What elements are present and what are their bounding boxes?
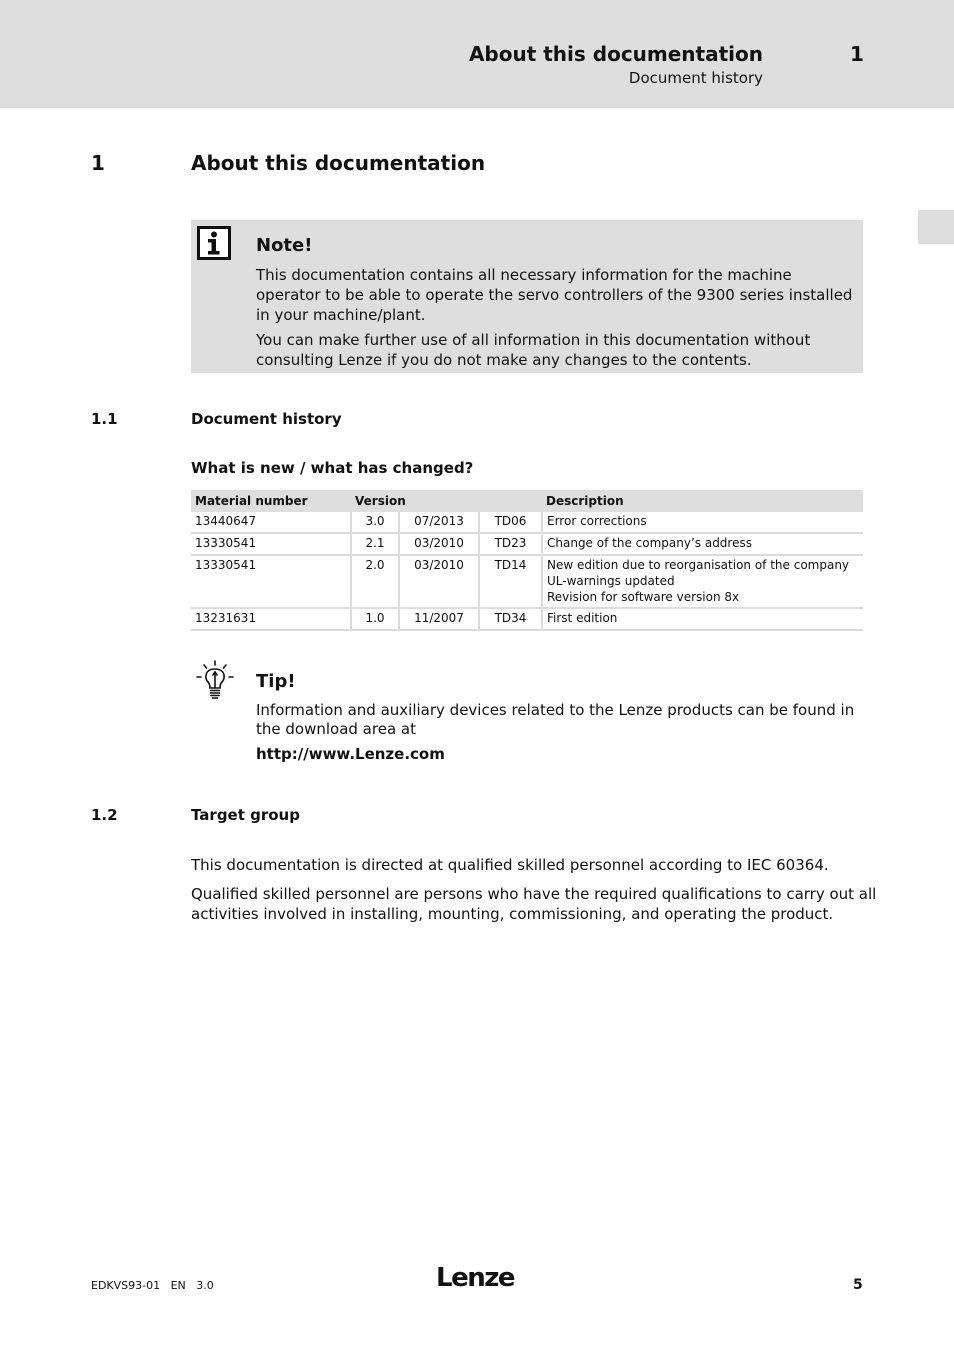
- document-code: EDKVS93-01 EN 3.0: [91, 1279, 214, 1292]
- description-line: Revision for software version 8x: [547, 590, 740, 604]
- target-group-paragraph-1: This documentation is directed at qualified skilled personnel according to IEC 60364.: [191, 856, 829, 874]
- table-row: [191, 512, 863, 533]
- cell-date: 07/2013: [399, 512, 479, 533]
- header-description: Description: [542, 490, 863, 512]
- cell-td: TD14: [479, 555, 542, 608]
- chapter-title: About this documentation: [191, 151, 486, 175]
- running-header-subtitle: Document history: [628, 69, 763, 87]
- cell-material: 13231631: [191, 608, 351, 630]
- tip-text: Information and auxiliary devices related to the Lenze products can be found in the download area at: [256, 701, 855, 738]
- section-title: Target group: [191, 806, 300, 824]
- document-history-table: [191, 490, 863, 631]
- note-paragraph-1: This documentation contains all necessary information for the machine operator to be able to operate the servo controllers of the 9300 series installed in your machine/plant.: [256, 266, 853, 324]
- cell-date: 03/2010: [399, 533, 479, 555]
- lenze-website-link[interactable]: http://www.Lenze.com: [256, 745, 445, 763]
- subheading: What is new / what has changed?: [191, 459, 474, 477]
- cell-version: 2.1: [351, 533, 399, 555]
- cell-version: 3.0: [351, 512, 399, 533]
- section-number: 1.1: [91, 410, 118, 428]
- description-line: Change of the company’s address: [547, 536, 752, 550]
- cell-material: 13330541: [191, 533, 351, 555]
- info-icon: [197, 226, 231, 260]
- cell-date: 11/2007: [399, 608, 479, 630]
- description-line: UL-warnings updated: [547, 574, 675, 588]
- header-material-number: Material number: [191, 490, 351, 512]
- table-row: [191, 555, 863, 608]
- cell-description: [542, 533, 863, 555]
- note-paragraph-2: You can make further use of all information in this documentation without consulting Lenze if you do not make any changes to the contents.: [256, 331, 811, 369]
- section-number: 1.2: [91, 806, 118, 824]
- tip-title: Tip!: [256, 671, 296, 692]
- table-row: [191, 533, 863, 555]
- cell-version: 1.0: [351, 608, 399, 630]
- description-line: First edition: [547, 611, 618, 625]
- header-version: Version: [351, 490, 542, 512]
- cell-description: [542, 555, 863, 608]
- cell-description: [542, 608, 863, 630]
- target-group-paragraph-2: Qualified skilled personnel are persons who have the required qualifications to carry out all activities involved in installing, mounting, commissioning, and operating the product.: [191, 885, 877, 923]
- chapter-tab-marker: [918, 210, 954, 244]
- chapter-number: 1: [91, 151, 105, 175]
- cell-td: TD34: [479, 608, 542, 630]
- cell-date: 03/2010: [399, 555, 479, 608]
- page-number: 5: [853, 1277, 863, 1293]
- cell-td: TD06: [479, 512, 542, 533]
- table-row: [191, 608, 863, 630]
- cell-material: 13440647: [191, 512, 351, 533]
- description-line: Error corrections: [547, 514, 647, 528]
- running-header-title: About this documentation: [468, 42, 763, 66]
- section-title: Document history: [191, 410, 342, 428]
- lenze-logo: Lenze: [436, 1263, 514, 1293]
- running-header-chapter: 1: [850, 42, 864, 66]
- lightbulb-icon: [195, 660, 235, 700]
- cell-td: TD23: [479, 533, 542, 555]
- table-header-row: [191, 490, 863, 512]
- cell-material: 13330541: [191, 555, 351, 608]
- note-title: Note!: [256, 235, 313, 256]
- cell-version: 2.0: [351, 555, 399, 608]
- description-line: New edition due to reorganisation of the company: [547, 558, 850, 572]
- cell-description: [542, 512, 863, 533]
